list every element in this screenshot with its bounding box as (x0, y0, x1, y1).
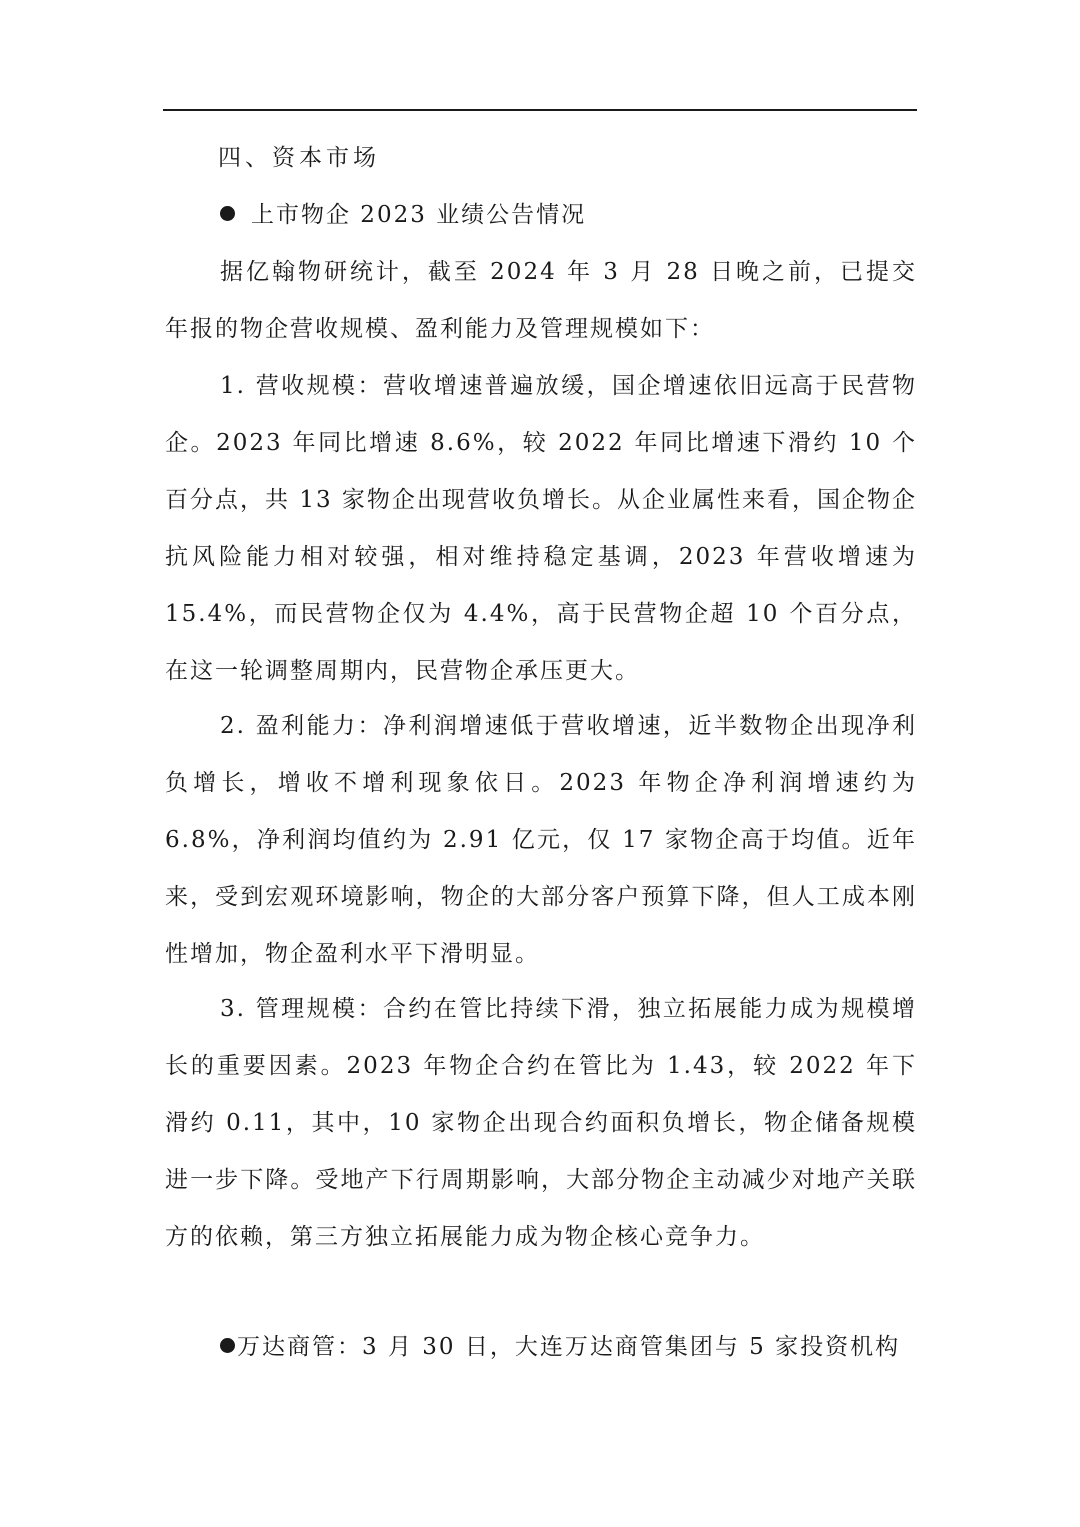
bullet-icon (220, 1338, 235, 1353)
paragraph-wanda: 万达商管：3 月 30 日，大连万达商管集团与 5 家投资机构 (237, 1334, 901, 1360)
bullet-wanda-line (165, 1319, 917, 1376)
bullet-title: 上市物企 2023 业绩公告情况 (251, 202, 587, 228)
bullet-title-line (165, 187, 917, 244)
paragraph-profitability: 2. 盈利能力：净利润增速低于营收增速，近半数物企出现净利负增长，增收不增利现象依日。2023 年物企净利润增速约为 6.8%，净利润均值约为 2.91 亿元，仅 17 家物企高于均值。近年来，受到宏观环境影响，物企的大部分客户预算下降，但人工成本刚性增加，物企盈利水平下滑明显。 (165, 713, 917, 967)
paragraph-management-scale: 3. 管理规模：合约在管比持续下滑，独立拓展能力成为规模增长的重要因素。2023 年物企合约在管比为 1.43，较 2022 年下滑约 0.11，其中，10 家物企出现合约面积负增长，物企储备规模进一步下降。受地产下行周期影响，大部分物企主动减少对地产关联方的依赖，第三方独立拓展能力成为物企核心竞争力。 (165, 996, 917, 1250)
bullet-icon (220, 206, 235, 221)
paragraph-revenue-scale: 1. 营收规模：营收增速普遍放缓，国企增速依旧远高于民营物企。2023 年同比增速 8.6%，较 2022 年同比增速下滑约 10 个百分点，共 13 家物企出现营收负增长。从企业属性来看，国企物企抗风险能力相对较强，相对维持稳定基调，2023 年营收增速为 15.4%，而民营物企仅为 4.4%，高于民营物企超 10 个百分点，在这一轮调整周期内，民营物企承压更大。 (165, 373, 917, 684)
header-rule (163, 109, 917, 111)
paragraph-intro: 据亿翰物研统计，截至 2024 年 3 月 28 日晚之前，已提交年报的物企营收规模、盈利能力及管理规模如下： (165, 259, 917, 342)
section-heading: 四、资本市场 (218, 145, 380, 171)
